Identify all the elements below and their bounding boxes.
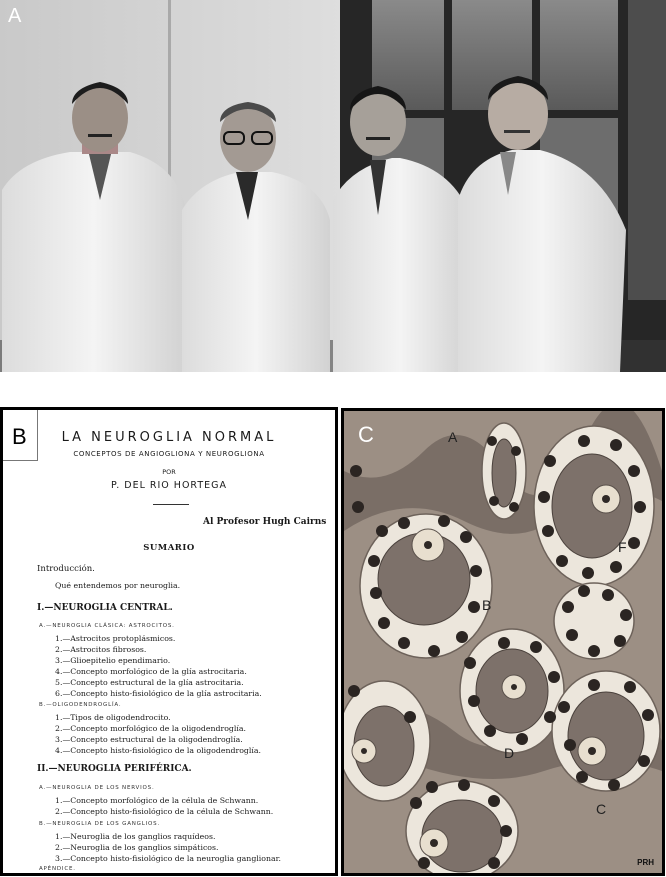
panel-b-document <box>0 407 338 876</box>
title-rule <box>153 504 189 505</box>
section-2-heading: II.—NEUROGLIA PERIFÉRICA. <box>37 764 192 774</box>
annotation-letter-d: D <box>504 745 515 761</box>
annotation-letter-b: B <box>482 597 492 613</box>
list-item: 1.—Tipos de oligodendrocito. <box>55 713 171 722</box>
list-item: 6.—Concepto histo-fisiológico de la glía astrocitaria. <box>55 689 262 698</box>
document-author: P. DEL RIO HORTEGA <box>110 480 227 491</box>
list-item: 1.—Astrocitos protoplásmicos. <box>55 634 176 643</box>
list-item: 4.—Concepto morfológico de la glía astrocitaria. <box>55 667 247 676</box>
panel-a-photograph <box>0 0 666 372</box>
section-2-group-a-label: A.—NEUROGLIA DE LOS NERVIOS. <box>39 785 155 791</box>
annotation-letter-a: A <box>448 429 458 445</box>
list-item: 2.—Astrocitos fibrosos. <box>55 645 147 654</box>
list-item: 4.—Concepto histo-fisiológico de la oligodendroglía. <box>55 746 261 755</box>
list-item: 2.—Concepto histo-fisiológico de la célula de Schwann. <box>55 807 274 816</box>
section-1-heading: I.—NEUROGLIA CENTRAL. <box>37 603 173 613</box>
summary-heading: SUMARIO <box>143 543 195 553</box>
annotation-letter-f: F <box>618 539 627 555</box>
section-2-group-b-label: B.—NEUROGLIA DE LOS GANGLIOS. <box>39 821 160 827</box>
panel-label-b: B <box>12 424 27 449</box>
document-title: LA NEUROGLIA NORMAL <box>61 430 277 445</box>
panel-label-c: C <box>358 422 374 447</box>
document-subtitle: CONCEPTOS DE ANGIOGLIONA Y NEUROGLIONA <box>73 450 265 458</box>
document-por: POR <box>162 468 176 476</box>
document-page <box>3 410 335 873</box>
list-item: 5.—Concepto estructural de la glía astrocitaria. <box>55 678 244 687</box>
annotation-letter-c: C <box>596 801 607 817</box>
list-item: 3.—Concepto estructural de la oligodendroglía. <box>55 735 243 744</box>
list-item: 2.—Concepto morfológico de la oligodendroglía. <box>55 724 247 733</box>
panel-c-histology <box>341 408 665 876</box>
appendix: APÉNDICE. <box>39 866 76 872</box>
introduction: Introducción. <box>37 564 95 574</box>
list-item: 3.—Concepto histo-fisiológico de la neuroglia ganglionar. <box>55 854 282 863</box>
section-1-group-a-label: A.—NEUROGLIA CLÁSICA: ASTROCITOS. <box>39 623 175 629</box>
list-item: 1.—Concepto morfológico de la célula de Schwann. <box>55 796 259 805</box>
dedication: Al Profesor Hugh Cairns <box>203 517 327 527</box>
panel-label-a: A <box>8 5 22 27</box>
section-1-group-b-label: B.—OLIGODENDROGLÍA. <box>39 702 122 708</box>
list-item: 2.—Neuroglia de los ganglios simpáticos. <box>55 843 219 852</box>
group-histology-drawing <box>344 411 662 873</box>
artist-signature: PRH <box>637 858 654 867</box>
introduction-item: Qué entendemos por neuroglia. <box>55 581 181 590</box>
group-photograph <box>0 0 666 372</box>
list-item: 1.—Neuroglia de los ganglios raquídeos. <box>55 832 216 841</box>
list-item: 3.—Glioepitelio ependimario. <box>55 656 171 665</box>
